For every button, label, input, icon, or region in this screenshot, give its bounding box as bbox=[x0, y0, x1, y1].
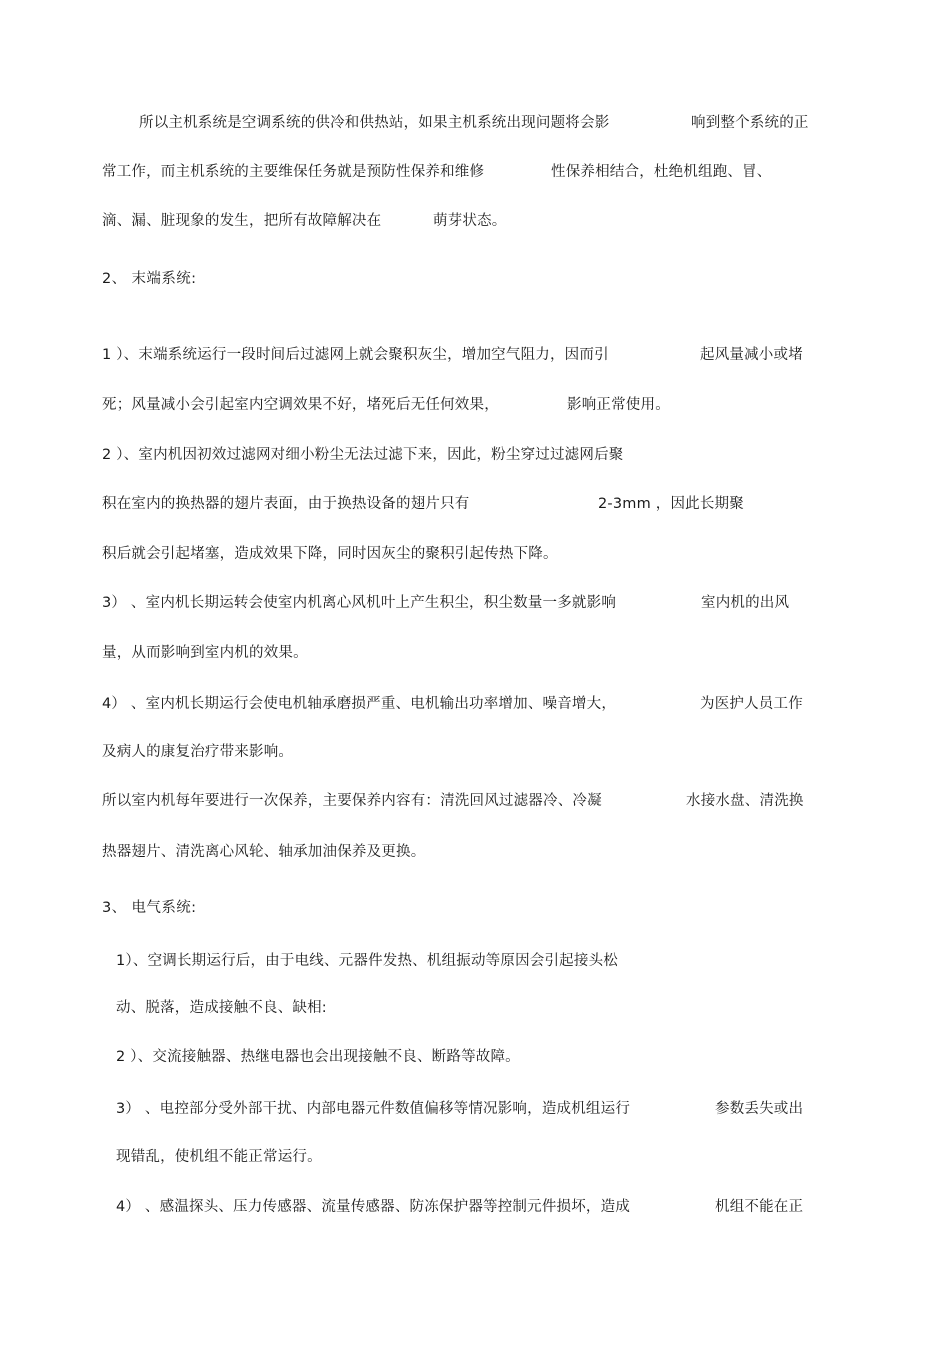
s2-item2-line-3: 积后就会引起堵塞，造成效果下降，同时因灰尘的聚积引起传热下降。 bbox=[102, 546, 558, 562]
s2-summary-line-1b: 水接水盘、清洗换 bbox=[686, 793, 804, 809]
intro-line-1a: 所以主机系统是空调系统的供冷和供热站，如果主机系统出现问题将会影 bbox=[139, 115, 610, 131]
s3-item4-line-1b: 机组不能在正 bbox=[715, 1199, 804, 1215]
s3-item1-line-2: 动、脱落，造成接触不良、缺相: bbox=[116, 1000, 327, 1016]
intro-line-2a: 常工作，而主机系统的主要维保任务就是预防性保养和维修 bbox=[102, 164, 485, 180]
s2-item3-line-1a: 3） 、室内机长期运转会使室内机离心风机叶上产生积尘，积尘数量一多就影响 bbox=[102, 595, 617, 611]
s3-item2-line-1: 2 ）、交流接触器、热继电器也会出现接触不良、断路等故障。 bbox=[116, 1049, 520, 1065]
s3-item3-line-1b: 参数丢失或出 bbox=[715, 1101, 804, 1117]
s3-item1-line-1: 1）、空调长期运行后，由于电线、元器件发热、机组振动等原因会引起接头松 bbox=[116, 953, 618, 969]
s2-item4-line-2: 及病人的康复治疗带来影响。 bbox=[102, 744, 294, 760]
s2-summary-line-1a: 所以室内机每年要进行一次保养，主要保养内容有：清洗回风过滤器冷、冷凝 bbox=[102, 793, 602, 809]
intro-line-2b: 性保养相结合，杜绝机组跑、冒、 bbox=[551, 164, 772, 180]
s2-item2-line-2a: 积在室内的换热器的翅片表面，由于换热设备的翅片只有 bbox=[102, 496, 470, 512]
s2-item2-line-2b: 2-3mm ，因此长期聚 bbox=[598, 496, 744, 512]
intro-line-3a: 滴、漏、脏现象的发生，把所有故障解决在 bbox=[102, 213, 382, 229]
s2-item4-line-1a: 4） 、室内机长期运行会使电机轴承磨损严重、电机输出功率增加、噪音增大， bbox=[102, 696, 617, 712]
section-3-heading: 3、 电气系统: bbox=[102, 900, 197, 916]
s2-item4-line-1b: 为医护人员工作 bbox=[700, 696, 803, 712]
section-2-heading: 2、 末端系统: bbox=[102, 271, 197, 287]
s2-item3-line-2: 量，从而影响到室内机的效果。 bbox=[102, 645, 308, 661]
s2-item1-line-2a: 死；风量减小会引起室内空调效果不好，堵死后无任何效果， bbox=[102, 397, 499, 413]
s2-item1-line-1b: 起风量减小或堵 bbox=[700, 347, 803, 363]
s2-item3-line-1b: 室内机的出风 bbox=[701, 595, 790, 611]
s2-item2-line-1: 2 ）、室内机因初效过滤网对细小粉尘无法过滤下来，因此，粉尘穿过过滤网后聚 bbox=[102, 447, 624, 463]
s3-item3-line-2: 现错乱，使机组不能正常运行。 bbox=[116, 1149, 322, 1165]
intro-line-1b: 响到整个系统的正 bbox=[691, 115, 809, 131]
s2-summary-line-2: 热器翅片、清洗离心风轮、轴承加油保养及更换。 bbox=[102, 844, 426, 860]
intro-line-3b: 萌芽状态。 bbox=[433, 213, 507, 229]
s2-item1-line-2b: 影响正常使用。 bbox=[567, 397, 670, 413]
s3-item4-line-1a: 4） 、感温探头、压力传感器、流量传感器、防冻保护器等控制元件损坏，造成 bbox=[116, 1199, 631, 1215]
s3-item3-line-1a: 3） 、电控部分受外部干扰、内部电器元件数值偏移等情况影响，造成机组运行 bbox=[116, 1101, 631, 1117]
s2-item1-line-1a: 1 ）、末端系统运行一段时间后过滤网上就会聚积灰尘，增加空气阻力，因而引 bbox=[102, 347, 609, 363]
